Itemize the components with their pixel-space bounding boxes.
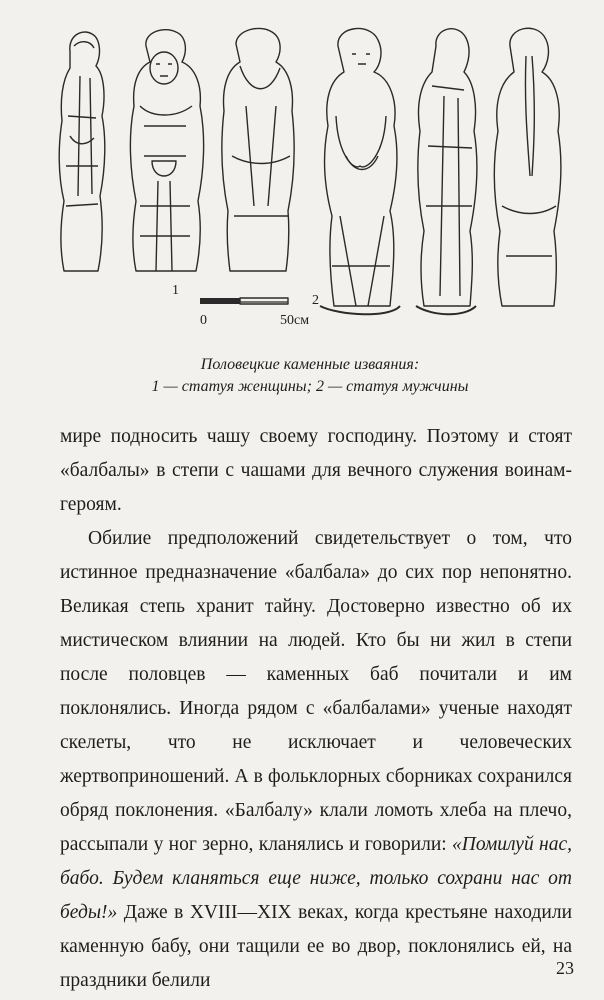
- page-number: 23: [556, 958, 574, 978]
- scale-bar: [200, 298, 288, 304]
- paragraph-2: [60, 522, 572, 998]
- scale-label-zero: 0: [200, 313, 207, 328]
- male-statue-front: [325, 29, 397, 306]
- paragraph-1: мире подносить чашу своему господину. Поэтому и стоят «балбалы» в степи с чашами для вечного служения воинам-героям.: [60, 426, 572, 515]
- male-statue-back: [494, 28, 561, 306]
- female-statue-front: [130, 30, 203, 271]
- female-statue-side: [59, 32, 105, 271]
- caption-title: Половецкие каменные изваяния:: [200, 356, 420, 373]
- stone-statues-illustration: [40, 6, 580, 346]
- scale-label-fifty: 50см: [280, 313, 310, 328]
- figure-caption: [40, 354, 580, 398]
- figure-label-one: 1: [172, 283, 179, 298]
- paragraph-2-continuation: Даже в XVIII—XIX веках, когда крестьяне находили каменную бабу, они тащили ее во двор, поклонялись ей, на праздники белили: [60, 902, 572, 991]
- female-statue-back: [222, 28, 294, 271]
- figure-label-two: 2: [312, 293, 319, 308]
- paragraph-2-text: Обилие предположений свидетельствует о том, что истинное предназначение «балбала» до сих пор непонятно. Великая степь хранит тайну. Достоверно известно об их мистическом влиянии на людей. Кто бы ни жил в степи после половцев — каменных баб почитали и им поклонялись. Иногда рядом с «балбалами» ученые находят скелеты, что не исключает и человеческих жертвоприношений. А в фольклорных сборниках сохранился обряд поклонения. «Балбалу» клали ломоть хлеба на плечо, рассыпали у ног зерно, кланялись и говорили:: [60, 528, 572, 855]
- male-statue-side: [418, 29, 477, 306]
- caption-detail: 1 — статуя женщины; 2 — статуя мужчины: [151, 378, 469, 395]
- body-text: [60, 420, 572, 998]
- prayer-quote: «Помилуй нас, бабо. Будем кланяться еще ниже, только сохрани нас от беды!»: [60, 834, 572, 923]
